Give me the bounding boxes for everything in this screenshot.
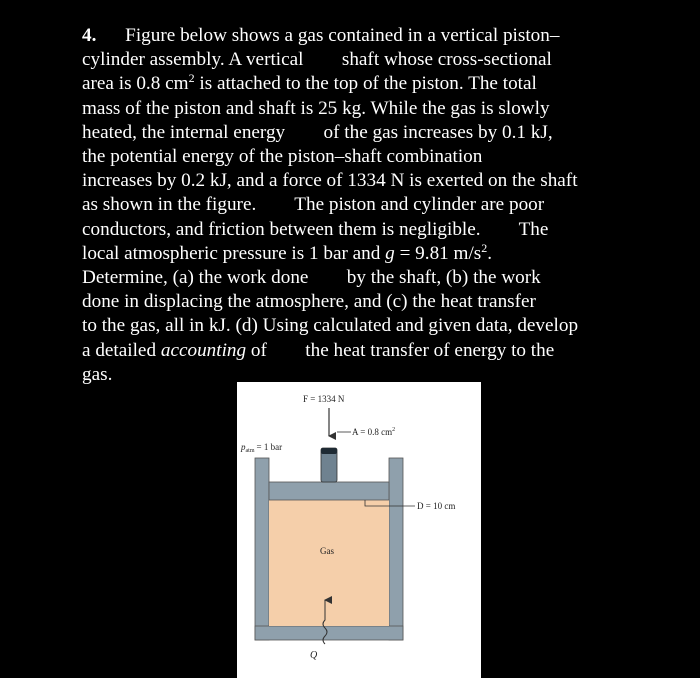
cylinder-right-wall: [389, 458, 403, 640]
problem-statement: [82, 24, 622, 387]
piston: [269, 482, 389, 500]
problem-line-6: the potential energy of the piston–shaft combination: [82, 146, 483, 168]
problem-line-12: done in displacing the atmosphere, and (c) the heat transfer: [82, 291, 536, 313]
shaft-top: [321, 448, 337, 454]
diameter-label: D = 10 cm: [417, 501, 456, 511]
force-label: F = 1334 N: [303, 394, 345, 404]
problem-line-15: gas.: [82, 363, 113, 385]
piston-cylinder-figure: [237, 382, 481, 678]
problem-line-11: Determine, (a) the work done by the shaft, (b) the work: [82, 267, 541, 289]
problem-line-7: increases by 0.2 kJ, and a force of 1334 N is exerted on the shaft: [82, 170, 578, 192]
problem-line-4: mass of the piston and shaft is 25 kg. While the gas is slowly: [82, 97, 550, 119]
patm-label: $p_{atm} = 1$ bar: [241, 442, 283, 454]
piston-cylinder-diagram: [237, 382, 481, 678]
area-label: A = 0.8 $cm^2$: [352, 427, 396, 437]
gas-label: Gas: [320, 546, 334, 556]
problem-line-5: heated, the internal energy of the gas increases by 0.1 kJ,: [82, 121, 553, 143]
cylinder-left-wall: [255, 458, 269, 640]
problem-line-3: area is 0.8 $cm^2$ is attached to the top of the piston. The total: [82, 71, 537, 95]
problem-line-13: to the gas, all in kJ. (d) Using calculated and given data, develop: [82, 315, 579, 337]
problem-line-8: as shown in the figure. The piston and cylinder are poor: [82, 194, 545, 216]
problem-line-1: 4. Figure below shows a gas contained in a vertical piston–: [82, 25, 560, 46]
problem-line-14: a detailed accounting of the heat transfer of energy to the: [82, 339, 555, 361]
gas-region: [269, 500, 389, 626]
problem-line-2: cylinder assembly. A vertical shaft whose cross-sectional: [82, 49, 552, 71]
heat-label: Q: [310, 650, 318, 661]
problem-number: 4.: [82, 25, 97, 46]
problem-line-9: conductors, and friction between them is negligible. The: [82, 218, 549, 240]
problem-line-10: local atmospheric pressure is 1 bar and g = 9.81 $m/s^2$.: [82, 240, 493, 264]
cylinder-bottom: [255, 626, 403, 640]
